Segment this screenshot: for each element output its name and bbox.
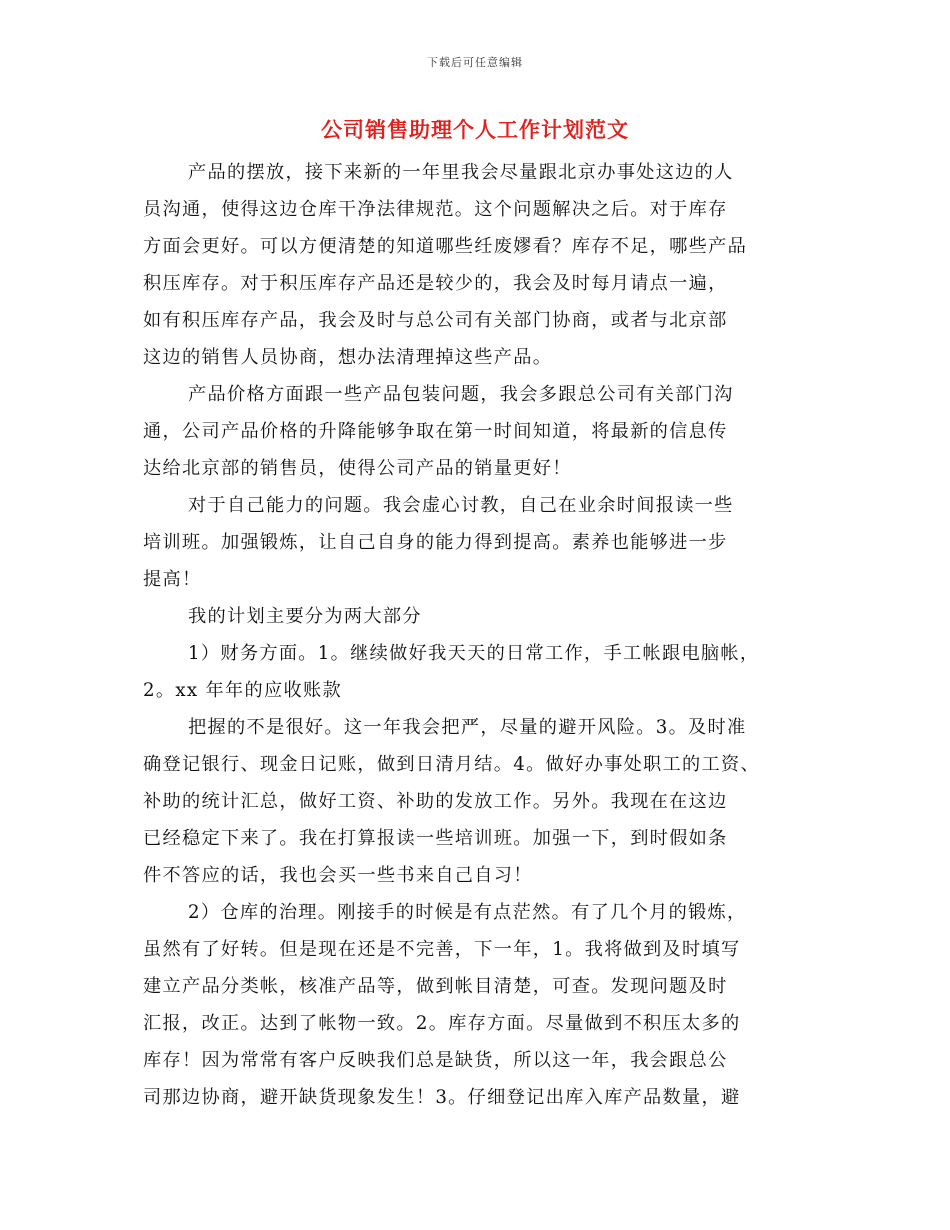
text-line: 已经稳定下来了。我在打算报读一些培训班。加强一下，到时假如条: [143, 828, 728, 849]
text-line: 员沟通，使得这边仓库干净法律规范。这个问题解决之后。对于库存: [143, 199, 728, 220]
text-line: 培训班。加强锻炼，让自己自身的能力得到提高。素养也能够进一步: [143, 532, 728, 553]
paragraph: [143, 376, 815, 487]
text-line: 产品的摆放，接下来新的一年里我会尽量跟北京办事处这边的人: [188, 162, 734, 183]
document-title: 公司销售助理个人工作计划范文: [321, 117, 629, 142]
text-line: 提高！: [143, 569, 202, 590]
paragraph: [143, 635, 815, 709]
paragraph: [143, 154, 815, 376]
text-line: 如有积压库存产品，我会及时与总公司有关部门协商，或者与北京部: [143, 310, 728, 331]
text-line: 对于自己能力的问题。我会虚心讨教，自己在业余时间报读一些: [188, 495, 734, 516]
text-line: 我的计划主要分为两大部分: [188, 606, 422, 627]
paragraph: [143, 487, 815, 598]
paragraph: [143, 709, 815, 894]
text-line: 通，公司产品价格的升降能够争取在第一时间知道，将最新的信息传: [143, 421, 728, 442]
text-line: 汇报，改正。达到了帐物一致。2。库存方面。尽量做到不积压太多的: [143, 1013, 741, 1034]
paragraph: [143, 598, 815, 635]
text-line: 1）财务方面。1。继续做好我天天的日常工作，手工帐跟电脑帐，: [188, 643, 760, 664]
text-line: 确登记银行、现金日记账，做到日清月结。4。做好办事处职工的工资、: [143, 754, 760, 775]
text-line: 达给北京部的销售员，使得公司产品的销量更好！: [143, 458, 572, 479]
page-header-note: 下载后可任意编辑: [427, 56, 523, 69]
text-line: 虽然有了好转。但是现在还是不完善，下一年，1。我将做到及时填写: [143, 939, 741, 960]
text-line: 库存！因为常常有客户反映我们总是缺货，所以这一年，我会跟总公: [143, 1050, 728, 1071]
text-line: 件不答应的话，我也会买一些书来自己自习！: [143, 865, 533, 886]
text-line: 2）仓库的治理。刚接手的时候是有点茫然。有了几个月的锻炼，: [188, 902, 747, 923]
text-line: 把握的不是很好。这一年我会把严，尽量的避开风险。3。及时准: [188, 717, 747, 738]
text-line: 建立产品分类帐，核准产品等，做到帐目清楚，可查。发现问题及时: [143, 976, 728, 997]
text-line: 方面会更好。可以方便清楚的知道哪些纴废嫪看？库存不足，哪些产品: [143, 236, 748, 257]
text-line: 2。xx 年年的应收账款: [143, 680, 342, 701]
text-line: 司那边协商，避开缺货现象发生！3。仔细登记出库入库产品数量，避: [143, 1087, 741, 1108]
document-body: [143, 154, 815, 1116]
text-line: 积压库存。对于积压库存产品还是较少的，我会及时每月请点一遍，: [143, 273, 728, 294]
text-line: 这边的销售人员协商，想办法清理掉这些产品。: [143, 347, 553, 368]
text-line: 产品价格方面跟一些产品包装问题，我会多跟总公司有关部门沟: [188, 384, 734, 405]
text-line: 补助的统计汇总，做好工资、补助的发放工作。另外。我现在在这边: [143, 791, 728, 812]
paragraph: [143, 894, 815, 1116]
